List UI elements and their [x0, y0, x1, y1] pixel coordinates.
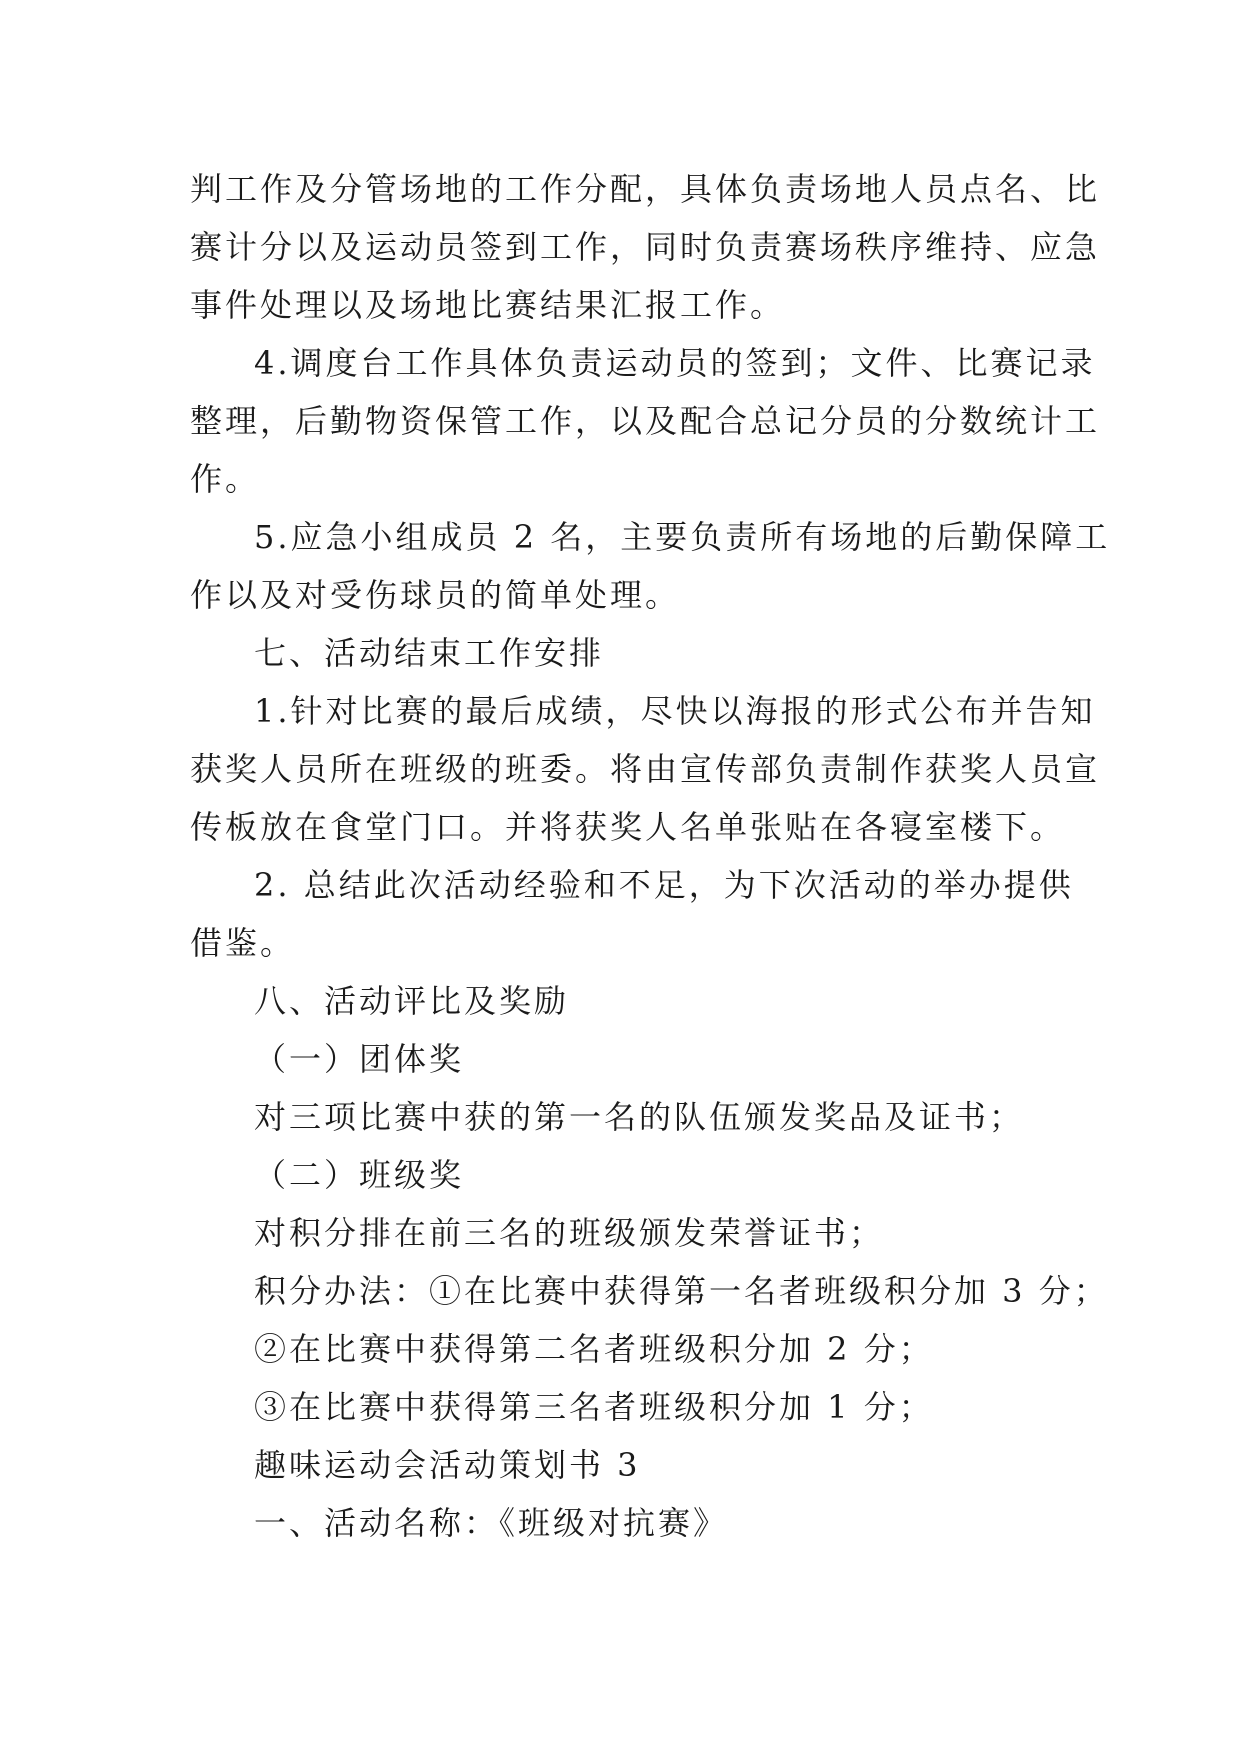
text-line: 2. 总结此次活动经验和不足，为下次活动的举办提供 — [254, 866, 1074, 904]
text-line: 传板放在食堂门口。并将获奖人名单张贴在各寝室楼下。 — [190, 808, 1066, 846]
text-line: 对积分排在前三名的班级颁发荣誉证书； — [254, 1214, 885, 1252]
title-text: 趣味运动会活动策划书 3 — [254, 1446, 641, 1484]
text-line: 积分办法：①在比赛中获得第一名者班级积分加 3 分； — [254, 1272, 1109, 1310]
text-line: 作以及对受伤球员的简单处理。 — [190, 576, 681, 614]
section-heading-8 — [190, 972, 1090, 1030]
heading-text: 七、活动结束工作安排 — [254, 634, 605, 672]
text-line: 4.调度台工作具体负责运动员的签到；文件、比赛记录 — [254, 344, 1096, 382]
paragraph-scoring-rule-2 — [190, 1320, 1090, 1378]
paragraph-item-4 — [190, 334, 1101, 508]
subheading-class-award — [190, 1146, 1090, 1204]
text-line: 整理，后勤物资保管工作，以及配合总记分员的分数统计工 — [190, 402, 1101, 440]
paragraph-end-item-2 — [190, 856, 1090, 972]
document-title-plan-3 — [190, 1436, 1090, 1494]
paragraph-team-award — [190, 1088, 1090, 1146]
text-line: 1.针对比赛的最后成绩，尽快以海报的形式公布并告知 — [254, 692, 1096, 730]
text-line: 获奖人员所在班级的班委。将由宣传部负责制作获奖人员宣 — [190, 750, 1101, 788]
paragraph-referee-duties — [190, 160, 1101, 334]
paragraph-scoring-rule-3 — [190, 1378, 1090, 1436]
text-line: 借鉴。 — [190, 924, 296, 962]
paragraph-scoring-rule-1 — [190, 1262, 1109, 1320]
paragraph-class-award — [190, 1204, 1090, 1262]
text-line: 事件处理以及场地比赛结果汇报工作。 — [190, 286, 786, 324]
section-heading-activity-name — [190, 1494, 1090, 1552]
text-line: ②在比赛中获得第二名者班级积分加 2 分； — [254, 1330, 934, 1368]
document-body — [190, 160, 1111, 1552]
section-heading-7 — [190, 624, 1090, 682]
text-line: 5.应急小组成员 2 名，主要负责所有场地的后勤保障工 — [254, 518, 1111, 556]
paragraph-end-item-1 — [190, 682, 1101, 856]
text-line: 作。 — [190, 460, 261, 498]
text-line: ③在比赛中获得第三名者班级积分加 1 分； — [254, 1388, 934, 1426]
subheading-text: （一）团体奖 — [254, 1040, 465, 1078]
text-line: 判工作及分管场地的工作分配，具体负责场地人员点名、比 — [190, 170, 1101, 208]
heading-text: 八、活动评比及奖励 — [254, 982, 570, 1020]
subheading-text: （二）班级奖 — [254, 1156, 465, 1194]
text-line: 对三项比赛中获的第一名的队伍颁发奖品及证书； — [254, 1098, 1025, 1136]
paragraph-item-5 — [190, 508, 1111, 624]
text-line: 赛计分以及运动员签到工作，同时负责赛场秩序维持、应急 — [190, 228, 1101, 266]
heading-text: 一、活动名称：《班级对抗赛》 — [254, 1504, 729, 1542]
subheading-team-award — [190, 1030, 1090, 1088]
